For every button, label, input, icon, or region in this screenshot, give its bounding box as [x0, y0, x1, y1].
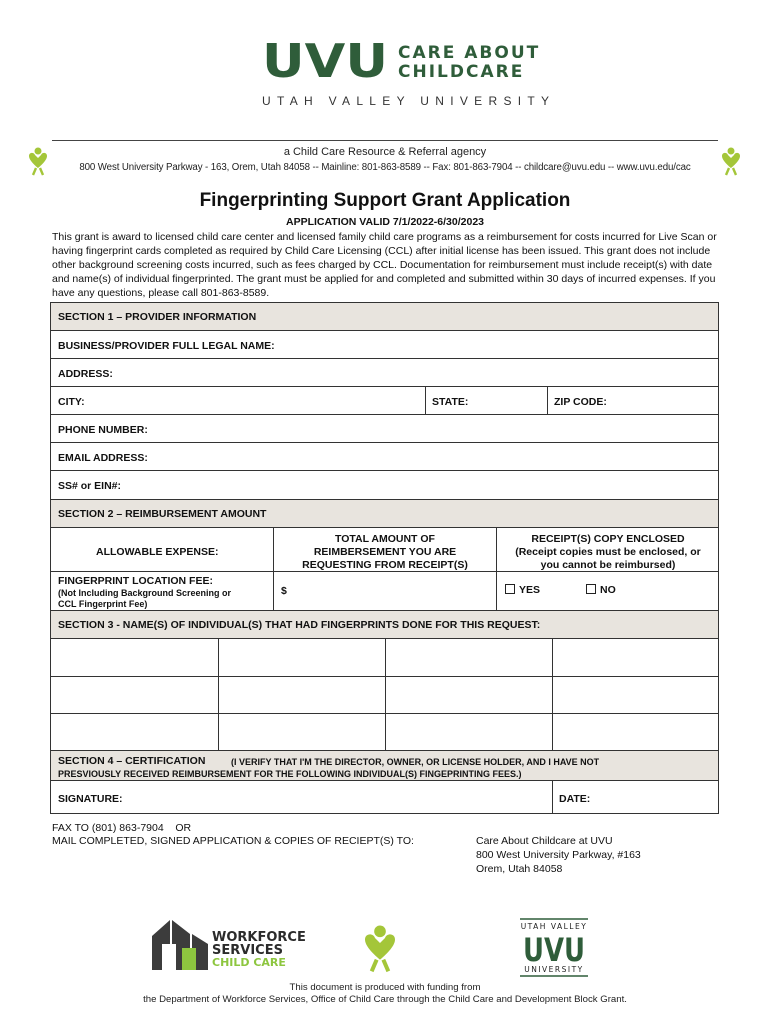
fax-line: FAX TO (801) 863-7904 OR [52, 822, 192, 834]
total-amount-header-line: TOTAL AMOUNT OF [335, 533, 435, 545]
section-1-header [50, 302, 719, 331]
header-divider [52, 140, 718, 141]
agency-tagline: a Child Care Resource & Referral agency [283, 146, 487, 158]
certification-statement-line-1: (I VERIFY THAT I'M THE DIRECTOR, OWNER, OR LICENSE HOLDER, AND I HAVE NOT [231, 757, 600, 767]
column-divider [547, 387, 548, 414]
uvu-seal-top: UTAH VALLEY [520, 922, 588, 931]
heart-figure-icon [360, 920, 400, 981]
names-row [50, 676, 719, 714]
fee-note-line: (Not Including Background Screening or [58, 588, 232, 598]
certification-statement-line-2: PRESVIOUSLY RECEIVED REIMBURSEMENT FOR THE FOLLOWING INDIVIDUAL(S) FINGEPRINTING FEES.) [58, 769, 522, 779]
names-row [50, 713, 719, 751]
column-divider [218, 714, 219, 750]
reimbursement-header-row [50, 527, 719, 572]
business-name-label: BUSINESS/PROVIDER FULL LEGAL NAME: [58, 340, 275, 352]
page-title: Fingerprinting Support Grant Application [199, 190, 571, 211]
contact-line: 800 West University Parkway - 163, Orem, Utah 84058 -- Mainline: 801-863-8589 -- Fax: 801-863-7904 -- childcare@uvu.edu -- www.uvu.edu/cac [79, 162, 691, 173]
no-option[interactable] [586, 584, 616, 596]
fingerprint-fee-label: FINGERPRINT LOCATION FEE: [58, 575, 213, 587]
address-line-1: Care About Childcare at UVU [476, 835, 613, 847]
address-field[interactable] [50, 358, 719, 387]
receipt-header-line: RECEIPT(S) COPY ENCLOSED [531, 533, 685, 545]
yes-checkbox[interactable] [505, 584, 515, 594]
column-divider [552, 714, 553, 750]
column-divider [385, 639, 386, 676]
receipt-copy-header [497, 533, 719, 572]
address-label: ADDRESS: [58, 368, 113, 380]
uvu-seal-logo [518, 917, 590, 984]
section-2-title: SECTION 2 – REIMBURSEMENT AMOUNT [58, 508, 267, 520]
no-label: NO [600, 584, 616, 596]
column-divider [496, 572, 497, 610]
yes-option[interactable] [505, 584, 540, 596]
city-state-zip-row [50, 386, 719, 415]
section-2-header [50, 499, 719, 528]
column-divider [218, 677, 219, 713]
mail-line: MAIL COMPLETED, SIGNED APPLICATION & COPIES OF RECIEPT(S) TO: [52, 835, 414, 847]
column-divider [552, 677, 553, 713]
allowable-expense-header: ALLOWABLE EXPENSE: [96, 546, 219, 558]
ssn-ein-label: SS# or EIN#: [58, 480, 122, 492]
receipt-header-line: (Receipt copies must be enclosed, or [515, 546, 701, 558]
funding-note [0, 982, 770, 1006]
validity-period: APPLICATION VALID 7/1/2022-6/30/2023 [285, 216, 485, 228]
column-divider [552, 639, 553, 676]
workforce-services-logo [150, 914, 320, 983]
column-divider [218, 639, 219, 676]
state-label: STATE: [432, 396, 469, 408]
column-divider [273, 572, 274, 610]
section-3-header [50, 610, 719, 639]
care-about-childcare-logo-text [398, 44, 540, 82]
funding-note-line-2: the Department of Workforce Services, Office of Child Care through the Child Care and Development Block Grant. [143, 994, 627, 1005]
intro-paragraph: This grant is award to licensed child care center and licensed family child care programs as a reimbursement for costs incurred for Live Scan or having fingerprint cards completed as required by Child Care Licensing (CCL) after initial license has been issued. This grant does not include other background screening costs incurred, such as fees charged by CCL. Documentation for reimbursement must include receipt(s) with date and name(s) of individual fingerprinted. The grant must be applied for and completed and submitted within 30 days of incurred expenses. If you have any questions, please call 801-863-8589. [52, 231, 717, 299]
uvu-logo-letters: UVU [262, 40, 388, 82]
ssn-ein-field[interactable] [50, 470, 719, 500]
phone-field[interactable] [50, 414, 719, 443]
logo-line-1: CARE ABOUT [398, 43, 541, 63]
total-amount-header [274, 533, 496, 572]
column-divider [385, 714, 386, 750]
email-field[interactable] [50, 442, 719, 471]
names-row [50, 638, 719, 677]
fee-note-line: CCL Fingerprint Fee) [58, 599, 148, 609]
phone-label: PHONE NUMBER: [58, 424, 148, 436]
section-4-title: SECTION 4 – CERTIFICATION [58, 755, 206, 767]
funding-note-line-1: This document is produced with funding from [289, 982, 481, 993]
uvu-seal-bottom: UNIVERSITY [524, 965, 584, 974]
fingerprint-fee-row [50, 571, 719, 611]
heart-figure-icon [719, 146, 743, 181]
email-label: EMAIL ADDRESS: [58, 452, 148, 464]
fingerprint-fee-note [58, 588, 231, 610]
logo-line-2: CHILDCARE [398, 62, 525, 82]
dws-line-1: WORKFORCE [212, 930, 306, 945]
dws-line-2: SERVICES [212, 943, 283, 958]
address-line-2: 800 West University Parkway, #163 [476, 849, 641, 861]
dws-line-3: CHILD CARE [212, 956, 286, 969]
business-name-field[interactable] [50, 330, 719, 359]
date-label[interactable]: DATE: [559, 793, 591, 805]
university-name: UTAH VALLEY UNIVERSITY [262, 94, 556, 108]
total-amount-header-line: REQUESTING FROM RECEIPT(S) [302, 559, 468, 571]
uvu-logo [262, 40, 392, 87]
zip-label: ZIP CODE: [554, 396, 607, 408]
amount-input[interactable]: $ [281, 585, 287, 597]
uvu-seal-letters: UVU [523, 931, 585, 969]
column-divider [552, 781, 553, 813]
total-amount-header-line: REIMBERSEMENT YOU ARE [313, 546, 457, 558]
receipt-header-line: you cannot be reimbursed) [540, 559, 676, 571]
section-3-title: SECTION 3 - NAME(S) OF INDIVIDUAL(S) THAT HAD FINGERPRINTS DONE FOR THIS REQUEST: [58, 619, 541, 631]
address-line-3: Orem, Utah 84058 [476, 863, 563, 875]
column-divider [385, 677, 386, 713]
column-divider [425, 387, 426, 414]
section-4-header [50, 750, 719, 781]
signature-label[interactable]: SIGNATURE: [58, 793, 123, 805]
section-1-title: SECTION 1 – PROVIDER INFORMATION [58, 311, 257, 323]
signature-row [50, 780, 719, 814]
city-label: CITY: [58, 396, 85, 408]
submission-instructions [52, 822, 414, 848]
yes-label: YES [519, 584, 541, 596]
no-checkbox[interactable] [586, 584, 596, 594]
heart-figure-icon [26, 146, 50, 181]
mailing-address [476, 834, 641, 876]
